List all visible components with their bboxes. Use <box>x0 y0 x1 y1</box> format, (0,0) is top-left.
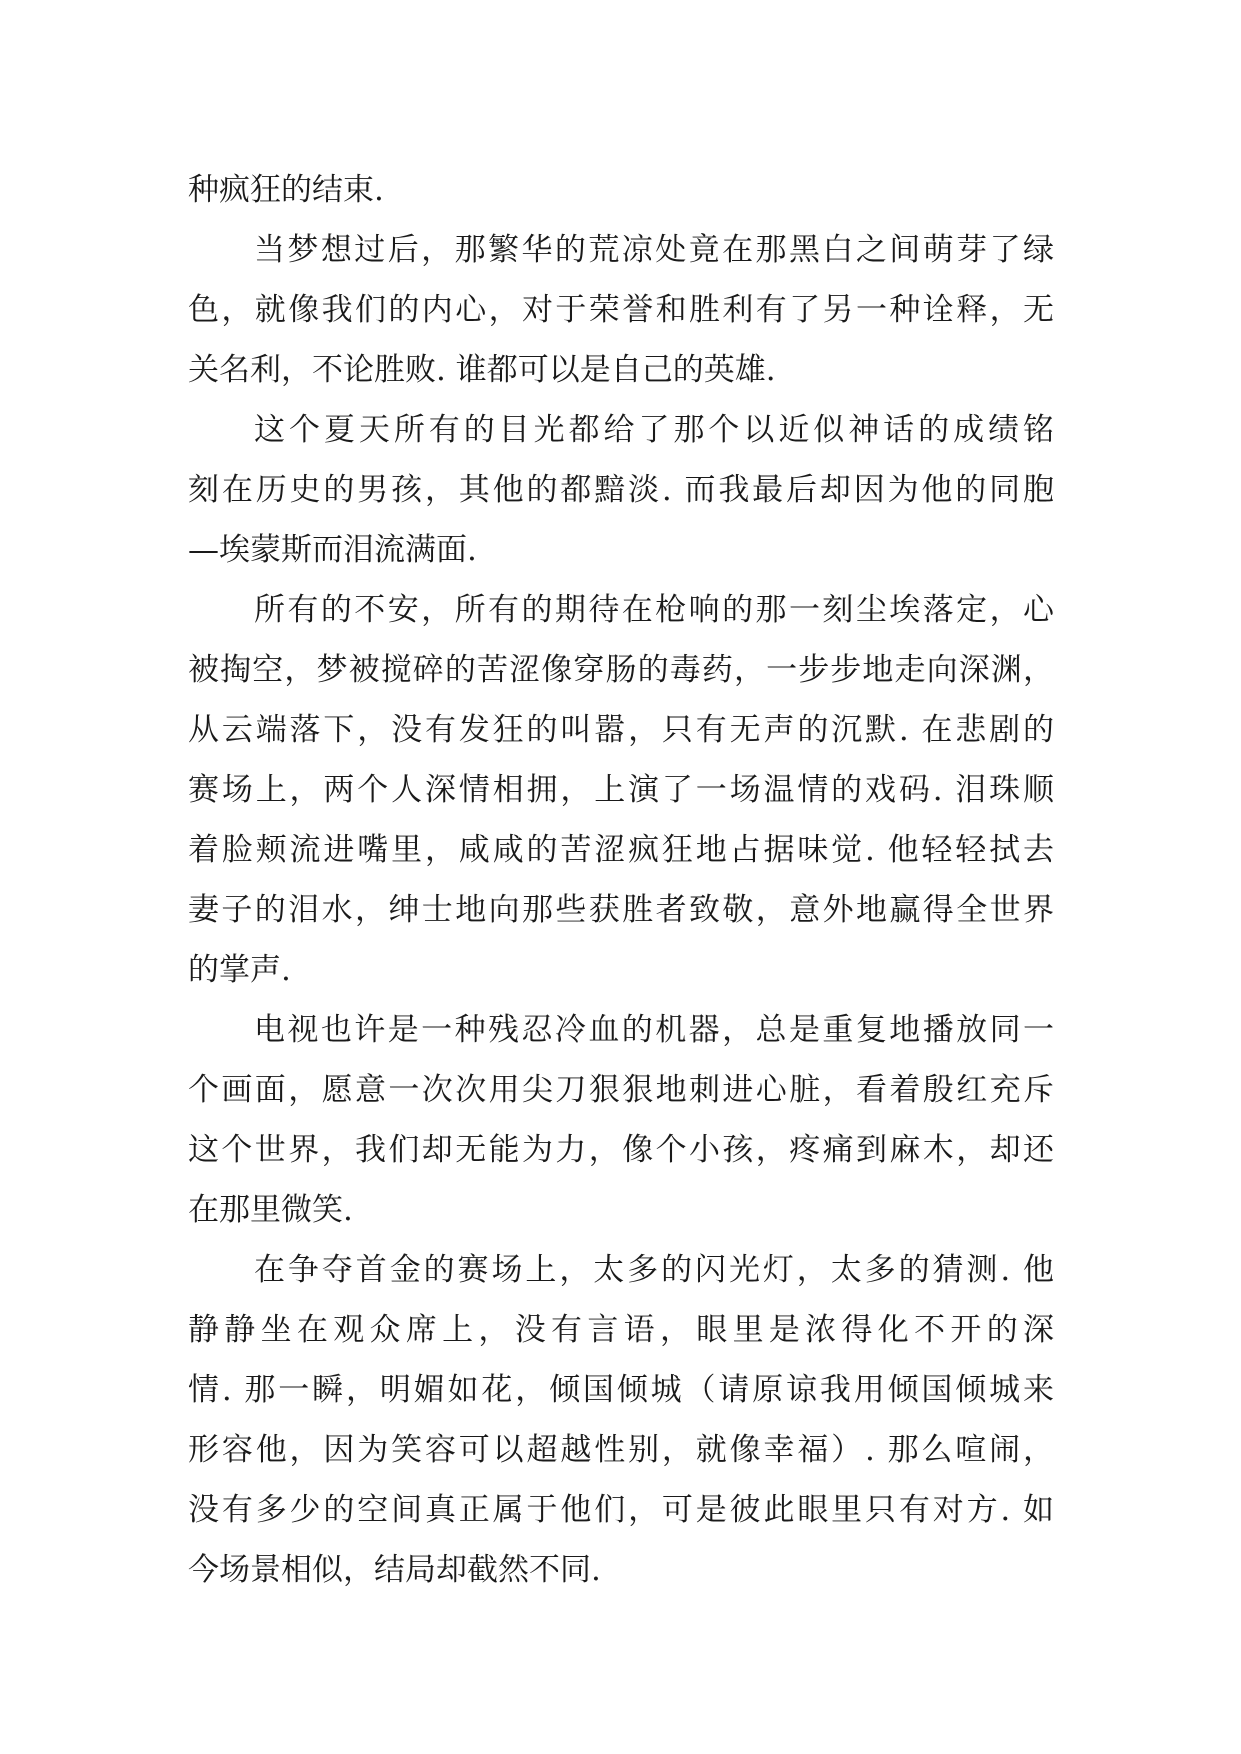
text-line: 色，就像我们的内心，对于荣誉和胜利有了另一种诠释，无 <box>188 292 1054 328</box>
text-line: 关名利，不论胜败. 谁都可以是自己的英雄. <box>188 352 776 388</box>
text-line: —埃蒙斯而泪流满面. <box>188 532 477 568</box>
text-line: 的掌声. <box>188 952 291 988</box>
text-line: 形容他，因为笑容可以超越性别，就像幸福）. 那么喧闹， <box>188 1432 1054 1468</box>
paragraph-first-line: 电视也许是一种残忍冷血的机器，总是重复地播放同一 <box>254 1012 1054 1048</box>
text-line: 妻子的泪水，绅士地向那些获胜者致敬，意外地赢得全世界 <box>188 892 1054 928</box>
text-line: 赛场上，两个人深情相拥，上演了一场温情的戏码. 泪珠顺 <box>188 772 1054 808</box>
text-line: 种疯狂的结束. <box>188 172 384 208</box>
text-line: 从云端落下，没有发狂的叫嚣，只有无声的沉默. 在悲剧的 <box>188 712 1054 748</box>
document-body <box>188 160 1054 1600</box>
paragraph-first-line: 当梦想过后，那繁华的荒凉处竟在那黑白之间萌芽了绿 <box>254 232 1054 268</box>
text-line: 今场景相似，结局却截然不同. <box>188 1552 601 1588</box>
text-line: 静静坐在观众席上，没有言语，眼里是浓得化不开的深 <box>188 1312 1054 1348</box>
text-line: 没有多少的空间真正属于他们，可是彼此眼里只有对方. 如 <box>188 1492 1054 1528</box>
paragraph-first-line: 所有的不安，所有的期待在枪响的那一刻尘埃落定，心 <box>254 592 1054 628</box>
text-line: 着脸颊流进嘴里，咸咸的苦涩疯狂地占据味觉. 他轻轻拭去 <box>188 832 1054 868</box>
text-line: 情. 那一瞬，明媚如花，倾国倾城（请原谅我用倾国倾城来 <box>188 1372 1054 1408</box>
paragraph-first-line: 在争夺首金的赛场上，太多的闪光灯，太多的猜测. 他 <box>254 1252 1054 1288</box>
paragraph-first-line: 这个夏天所有的目光都给了那个以近似神话的成绩铭 <box>254 412 1054 448</box>
text-line: 在那里微笑. <box>188 1192 353 1228</box>
text-line: 刻在历史的男孩，其他的都黯淡. 而我最后却因为他的同胞 <box>188 472 1054 508</box>
text-line: 被掏空，梦被搅碎的苦涩像穿肠的毒药，一步步地走向深渊， <box>188 652 1054 688</box>
text-line: 个画面，愿意一次次用尖刀狠狠地刺进心脏，看着殷红充斥 <box>188 1072 1054 1108</box>
text-line: 这个世界，我们却无能为力，像个小孩，疼痛到麻木，却还 <box>188 1132 1054 1168</box>
